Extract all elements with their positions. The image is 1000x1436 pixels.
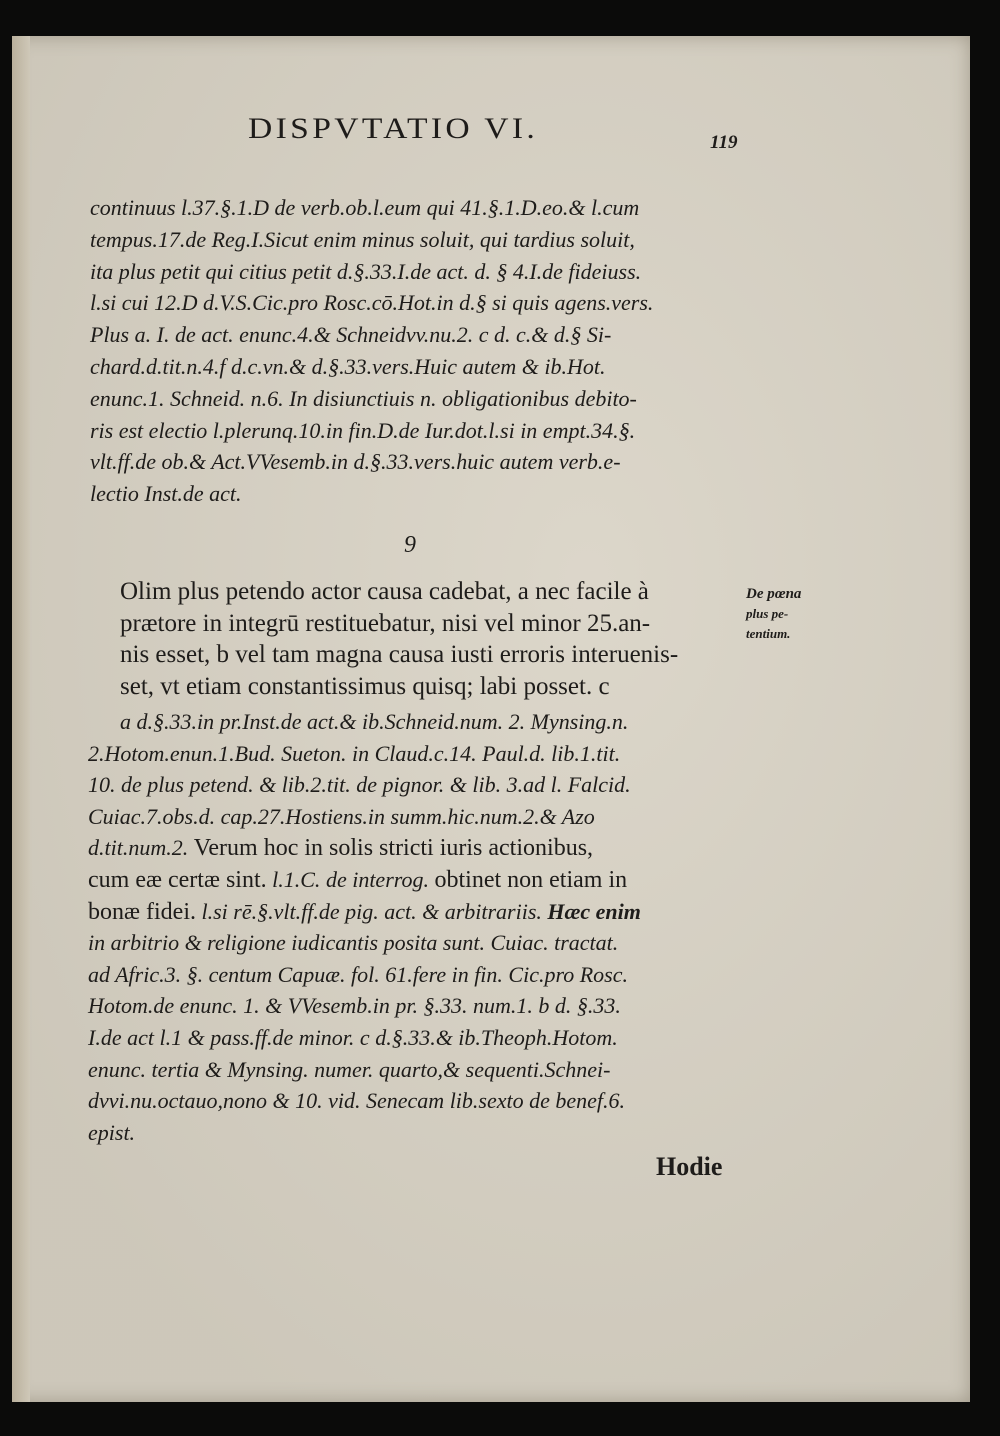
note-line: continuus l.37.§.1.D de verb.ob.l.eum qui 41.§.1.D.eo.& l.cum	[90, 195, 640, 220]
note-line: Cuiac.7.obs.d. cap.27.Hostiens.in summ.hic.num.2.& Azo	[88, 803, 595, 829]
note-line: ad Afric.3. §. centum Capuæ. fol. 61.fere in fin. Cic.pro Rosc.	[88, 961, 628, 987]
book-page	[12, 36, 970, 1402]
note-line: enunc.1. Schneid. n.6. In disiunctiuis n. obligationibus debito-	[90, 385, 637, 411]
footnotes-top	[90, 192, 770, 510]
body-fragment: cum eæ certæ sint.	[88, 866, 267, 893]
page-number: 119	[710, 132, 738, 153]
text-line: nis esset, b vel tam magna causa iusti erroris interuenis-	[120, 641, 679, 668]
body-fragment: Verum hoc in solis stricti iuris actionibus,	[193, 835, 594, 862]
note-line: chard.d.tit.n.4.f d.c.vn.& d.§.33.vers.Huic autem & ib.Hot.	[90, 353, 606, 379]
text-line: prætore in integrū restituebatur, nisi vel minor 25.an-	[120, 609, 651, 637]
note-fragment: l.si rē.§.vlt.ff.de pig. act. & arbitrariis.	[201, 898, 542, 924]
note-line: tempus.17.de Reg.I.Sicut enim minus soluit, qui tardius soluit,	[90, 226, 635, 252]
note-line: Plus a. I. de act. enunc.4.& Schneidvv.nu.2. c d. c.& d.§ Si-	[90, 322, 612, 348]
margin-line: tentium.	[746, 626, 791, 641]
note-line: 2.Hotom.enun.1.Bud. Sueton. in Claud.c.14. Paul.d. lib.1.tit.	[88, 740, 621, 766]
body-fragment: obtinet non etiam in	[434, 866, 628, 893]
note-line: 10. de plus petend. & lib.2.tit. de pignor. & lib. 3.ad l. Falcid.	[88, 772, 631, 798]
note-fragment: l.1.C.	[272, 866, 321, 892]
note-line: I.de act l.1 & pass.ff.de minor. c d.§.33.& ib.Theoph.Hotom.	[88, 1024, 618, 1050]
footnotes-bottom	[88, 706, 768, 1148]
text-line: set, vt etiam constantissimus quisq; labi posset. c	[120, 672, 610, 700]
note-line: enunc. tertia & Mynsing. numer. quarto,& sequenti.Schnei-	[88, 1056, 611, 1082]
note-fragment: Hæc enim	[547, 898, 641, 924]
margin-line: De pœna	[746, 586, 802, 602]
body-fragment: bonæ fidei.	[88, 898, 196, 925]
running-header	[248, 112, 808, 152]
binding-gutter	[12, 36, 30, 1402]
page-title: DISPVTATIO VI.	[248, 112, 539, 145]
note-line: vlt.ff.de ob.& Act.VVesemb.in d.§.33.vers.huic autem verb.e-	[90, 449, 621, 475]
text-line: Olim plus petendo actor causa cadebat, a nec facile à	[120, 578, 649, 605]
note-line: ita plus petit qui citius petit d.§.33.I.de act. d. § 4.I.de fideiuss.	[90, 258, 642, 284]
main-paragraph	[120, 576, 740, 702]
note-line: dvvi.nu.octauo,nono & 10. vid. Senecam lib.sexto de benef.6.	[88, 1088, 626, 1114]
note-fragment: de interrog.	[325, 866, 429, 892]
note-line: Hotom.de enunc. 1. & VVesemb.in pr. §.33. num.1. b d. §.33.	[88, 993, 621, 1019]
note-line	[88, 864, 768, 896]
catchword: Hodie	[656, 1152, 723, 1181]
note-line: lectio Inst.de act.	[90, 481, 242, 507]
margin-note	[746, 584, 846, 644]
note-line: in arbitrio & religione iudicantis posita sunt. Cuiac. tractat.	[88, 930, 619, 956]
section-number: 9	[404, 532, 416, 558]
note-line	[88, 896, 768, 928]
note-line: epist.	[88, 1119, 136, 1145]
note-line	[88, 832, 768, 864]
margin-line: plus pe-	[746, 606, 789, 621]
note-line: a d.§.33.in pr.Inst.de act.& ib.Schneid.num. 2. Mynsing.n.	[120, 709, 629, 734]
note-line: ris est electio l.plerunq.10.in fin.D.de Iur.dot.l.si in empt.34.§.	[90, 417, 636, 443]
note-line: l.si cui 12.D d.V.S.Cic.pro Rosc.cō.Hot.in d.§ si quis agens.vers.	[90, 290, 654, 316]
note-fragment: d.tit.num.2.	[88, 835, 189, 861]
